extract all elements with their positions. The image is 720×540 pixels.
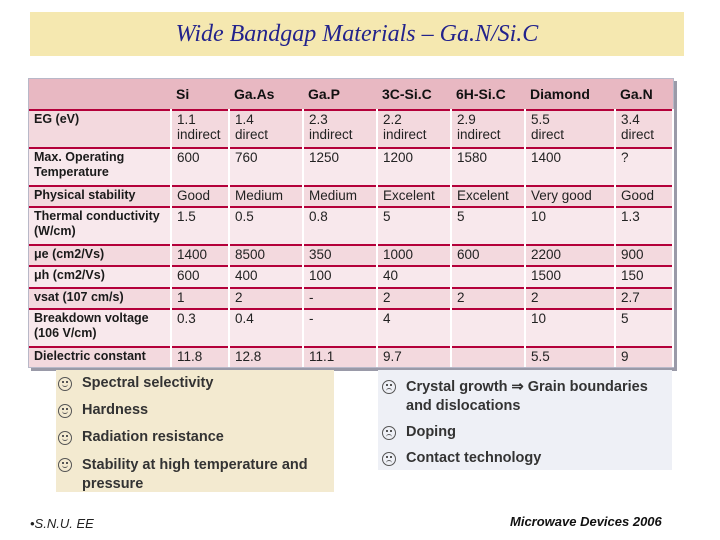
value-cell: 2.9 indirect <box>451 110 525 148</box>
advantage-item <box>58 375 213 391</box>
value-cell: 600 <box>171 148 229 186</box>
value-cell: 0.4 <box>229 309 303 347</box>
value-cell: 11.8 <box>171 347 229 367</box>
header-material: 3C-Si.C <box>377 79 451 110</box>
value-cell: 2 <box>229 288 303 309</box>
value-cell: Medium <box>229 186 303 207</box>
value-cell: 1400 <box>525 148 615 186</box>
frown-icon <box>382 380 396 394</box>
table-row <box>29 245 673 266</box>
property-label: Dielectric constant <box>29 347 171 367</box>
value-cell: 10 <box>525 309 615 347</box>
value-cell: 3.4 direct <box>615 110 673 148</box>
frown-icon <box>382 452 396 466</box>
property-label: Max. Operating Temperature <box>29 148 171 186</box>
value-cell: 2 <box>525 288 615 309</box>
footer-affiliation: •S.N.U. EE <box>30 516 94 531</box>
value-cell: 5 <box>377 207 451 245</box>
value-cell: 1.1 indirect <box>171 110 229 148</box>
value-cell: 9 <box>615 347 673 367</box>
value-cell: 5 <box>615 309 673 347</box>
table-row <box>29 266 673 287</box>
advantage-text: Spectral selectivity <box>82 375 214 391</box>
table-row <box>29 288 673 309</box>
value-cell <box>451 347 525 367</box>
table-row <box>29 207 673 245</box>
value-cell: 2200 <box>525 245 615 266</box>
property-label: Breakdown voltage (106 V/cm) <box>29 309 171 347</box>
value-cell: 5.5 <box>525 347 615 367</box>
value-cell: 2 <box>451 288 525 309</box>
value-cell: 1580 <box>451 148 525 186</box>
value-cell: 0.8 <box>303 207 377 245</box>
value-cell: Good <box>171 186 229 207</box>
value-cell: 1200 <box>377 148 451 186</box>
value-cell: Medium <box>303 186 377 207</box>
value-cell: 5.5 direct <box>525 110 615 148</box>
value-cell: 100 <box>303 266 377 287</box>
value-cell: 1.5 <box>171 207 229 245</box>
footer-course: Microwave Devices 2006 <box>510 514 662 529</box>
value-cell: ? <box>615 148 673 186</box>
table-header-row <box>29 79 673 110</box>
value-cell: - <box>303 309 377 347</box>
value-cell: 1250 <box>303 148 377 186</box>
advantage-item <box>58 456 330 494</box>
value-cell: Very good <box>525 186 615 207</box>
advantage-item <box>58 402 148 418</box>
table-row <box>29 148 673 186</box>
value-cell: Good <box>615 186 673 207</box>
property-label: vsat (107 cm/s) <box>29 288 171 309</box>
frown-icon <box>382 426 396 440</box>
value-cell: 2.7 <box>615 288 673 309</box>
header-material: Ga.N <box>615 79 673 110</box>
value-cell: 400 <box>229 266 303 287</box>
value-cell: 1500 <box>525 266 615 287</box>
header-material: Ga.P <box>303 79 377 110</box>
table-row <box>29 309 673 347</box>
disadvantage-text: Doping <box>406 424 456 440</box>
disadvantage-text: Crystal growth ⇒ Grain boundaries and dislocations <box>406 379 648 414</box>
property-label: Physical stability <box>29 186 171 207</box>
value-cell: 600 <box>451 245 525 266</box>
value-cell: 1000 <box>377 245 451 266</box>
materials-table <box>28 78 674 368</box>
header-property <box>29 79 171 110</box>
value-cell: 760 <box>229 148 303 186</box>
value-cell: Excelent <box>451 186 525 207</box>
value-cell: 2 <box>377 288 451 309</box>
smiley-icon <box>58 431 72 445</box>
header-material: Si <box>171 79 229 110</box>
value-cell: 10 <box>525 207 615 245</box>
value-cell: 2.3 indirect <box>303 110 377 148</box>
disadvantage-item <box>382 424 456 440</box>
disadvantage-item <box>382 450 541 466</box>
disadvantage-text: Contact technology <box>406 450 542 466</box>
header-material: 6H-Si.C <box>451 79 525 110</box>
property-label: μh (cm2/Vs) <box>29 266 171 287</box>
table-row <box>29 347 673 367</box>
value-cell: 40 <box>377 266 451 287</box>
value-cell: 1400 <box>171 245 229 266</box>
value-cell <box>451 309 525 347</box>
value-cell: 0.3 <box>171 309 229 347</box>
disadvantage-item <box>382 378 672 416</box>
value-cell: 12.8 <box>229 347 303 367</box>
table-row <box>29 186 673 207</box>
property-label: Thermal conductivity (W/cm) <box>29 207 171 245</box>
value-cell: 2.2 indirect <box>377 110 451 148</box>
value-cell: 350 <box>303 245 377 266</box>
property-label: EG (eV) <box>29 110 171 148</box>
value-cell: 600 <box>171 266 229 287</box>
value-cell: 1.4 direct <box>229 110 303 148</box>
value-cell: 1.3 <box>615 207 673 245</box>
value-cell: 11.1 <box>303 347 377 367</box>
slide-title: Wide Bandgap Materials – Ga.N/Si.C <box>175 20 539 47</box>
value-cell: 1 <box>171 288 229 309</box>
value-cell: 900 <box>615 245 673 266</box>
header-material: Ga.As <box>229 79 303 110</box>
value-cell: 9.7 <box>377 347 451 367</box>
title-bar <box>30 12 684 56</box>
value-cell: 4 <box>377 309 451 347</box>
value-cell: Excelent <box>377 186 451 207</box>
smiley-icon <box>58 377 72 391</box>
smiley-icon <box>58 458 72 472</box>
advantage-item <box>58 429 224 445</box>
value-cell: 5 <box>451 207 525 245</box>
advantage-text: Hardness <box>82 402 149 418</box>
value-cell: 8500 <box>229 245 303 266</box>
properties-table <box>29 79 674 367</box>
value-cell: - <box>303 288 377 309</box>
advantage-text: Stability at high temperature and pressure <box>82 457 308 492</box>
smiley-icon <box>58 404 72 418</box>
table-row <box>29 110 673 148</box>
property-label: μe (cm2/Vs) <box>29 245 171 266</box>
value-cell: 150 <box>615 266 673 287</box>
value-cell <box>451 266 525 287</box>
header-material: Diamond <box>525 79 615 110</box>
advantage-text: Radiation resistance <box>82 429 224 445</box>
value-cell: 0.5 <box>229 207 303 245</box>
